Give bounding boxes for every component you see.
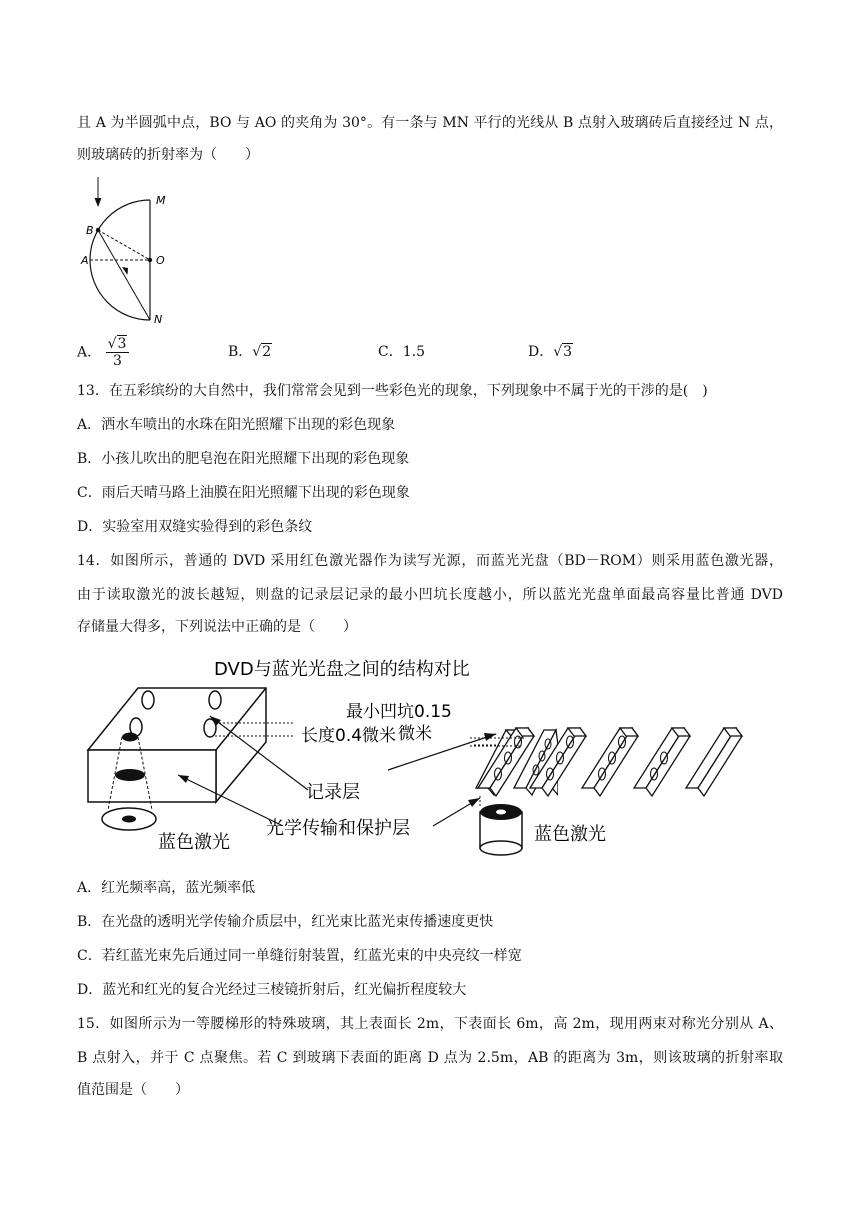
point-o bbox=[148, 258, 152, 262]
q12-option-d-rad: 3 bbox=[563, 344, 573, 360]
q12-option-d: D．√3 bbox=[528, 344, 573, 360]
q15-stem-line3: 值范围是（ ） bbox=[77, 1082, 189, 1098]
q13-option-c: C．雨后天晴马路上油膜在阳光照耀下出现的彩色现象 bbox=[77, 485, 410, 501]
q12-option-b-letter: B． bbox=[228, 344, 253, 360]
label-min-pit: 最小凹坑0.15 bbox=[346, 702, 452, 722]
label-b: B bbox=[86, 224, 94, 237]
label-m: M bbox=[156, 194, 166, 207]
q12-option-a bbox=[77, 336, 129, 369]
label-laser-right: 蓝色激光 bbox=[534, 824, 606, 845]
q14-option-b: B．在光盘的透明光学传输介质层中，红光束比蓝光束传播速度更快 bbox=[77, 914, 494, 930]
q14-stem-line3: 存储量大得多，下列说法中正确的是（ ） bbox=[77, 619, 357, 635]
q12-option-a-den: 3 bbox=[113, 353, 122, 369]
label-micron: 微米 bbox=[398, 724, 432, 744]
refracted-ray bbox=[98, 230, 150, 320]
q13-option-b: B．小孩儿吹出的肥皂泡在阳光照耀下出现的彩色现象 bbox=[77, 451, 410, 467]
dashed-bo bbox=[98, 230, 150, 260]
q13-option-d: D．实验室用双缝实验得到的彩色条纹 bbox=[77, 519, 313, 535]
label-laser-left: 蓝色激光 bbox=[158, 832, 230, 853]
q14-option-a: A．红光频率高，蓝光频率低 bbox=[77, 880, 256, 896]
q13-stem: 13．在五彩缤纷的大自然中，我们常常会见到一些彩色光的现象，下列现象中不属于光的干涉的是( ) bbox=[77, 383, 708, 399]
label-length: 长度0.4微米 bbox=[301, 726, 397, 746]
bluray-ribs bbox=[478, 728, 742, 796]
q14-option-c: C．若红蓝光束先后通过同一单缝衍射装置，红蓝光束的中央亮纹一样宽 bbox=[77, 948, 522, 964]
q14-option-d: D．蓝光和红光的复合光经过三棱镜折射后，红光偏折程度较大 bbox=[77, 982, 467, 998]
q14-bluray-figure bbox=[470, 700, 790, 862]
figure-title: DVD与蓝光光盘之间的结构对比 bbox=[214, 659, 470, 680]
q13-option-a: A．洒水车喷出的水珠在阳光照耀下出现的彩色现象 bbox=[77, 417, 396, 433]
q15-stem-line2: B 点射入，并于 C 点聚焦。若 C 到玻璃下表面的距离 D 点为 2.5m，AB 的距离为 3m，则该玻璃的折射率取 bbox=[77, 1050, 783, 1066]
q15-stem-line1: 15．如图所示为一等腰梯形的特殊玻璃，其上表面长 2m，下表面长 6m，高 2m，现用两束对称光分别从 A、 bbox=[77, 1016, 783, 1032]
q12-option-d-letter: D． bbox=[528, 344, 554, 360]
laser-beam-mid bbox=[115, 769, 145, 781]
dvd-box bbox=[88, 688, 266, 802]
label-o: O bbox=[156, 254, 165, 267]
label-record-layer: 记录层 bbox=[306, 782, 360, 803]
q12-semicircle-figure bbox=[78, 172, 178, 324]
q14-stem-line2: 由于读取激光的波长越短，则盘的记录层记录的最小凹坑长度越小，所以蓝光光盘单面最高容量比普通 DVD bbox=[77, 587, 783, 603]
label-n: N bbox=[154, 313, 163, 324]
q12-stem-line1: 且 A 为半圆弧中点，BO 与 AO 的夹角为 30°。有一条与 MN 平行的光线从 B 点射入玻璃砖后直接经过 N 点， bbox=[77, 115, 783, 131]
label-protect-layer: 光学传输和保护层 bbox=[266, 818, 410, 839]
q14-stem-line1: 14．如图所示，普通的 DVD 采用红色激光器作为读写光源，而蓝光光盘（BD－ROM）则采用蓝色激光器， bbox=[77, 553, 783, 569]
laser-spot-top bbox=[122, 733, 138, 742]
point-b bbox=[96, 228, 100, 232]
q12-option-a-fraction: $\frac{√3}{3}$ bbox=[106, 336, 130, 369]
incident-arrow-icon bbox=[95, 198, 102, 207]
label-a: A bbox=[81, 254, 89, 267]
q12-option-c: C．1.5 bbox=[378, 344, 425, 360]
q12-option-b-rad: 2 bbox=[262, 344, 272, 360]
q12-stem-line2: 则玻璃砖的折射率为（ ） bbox=[77, 147, 259, 163]
q12-option-a-letter: A． bbox=[77, 344, 102, 361]
q12-option-b: B．√2 bbox=[228, 344, 272, 360]
q12-option-a-num: 3 bbox=[117, 336, 127, 352]
